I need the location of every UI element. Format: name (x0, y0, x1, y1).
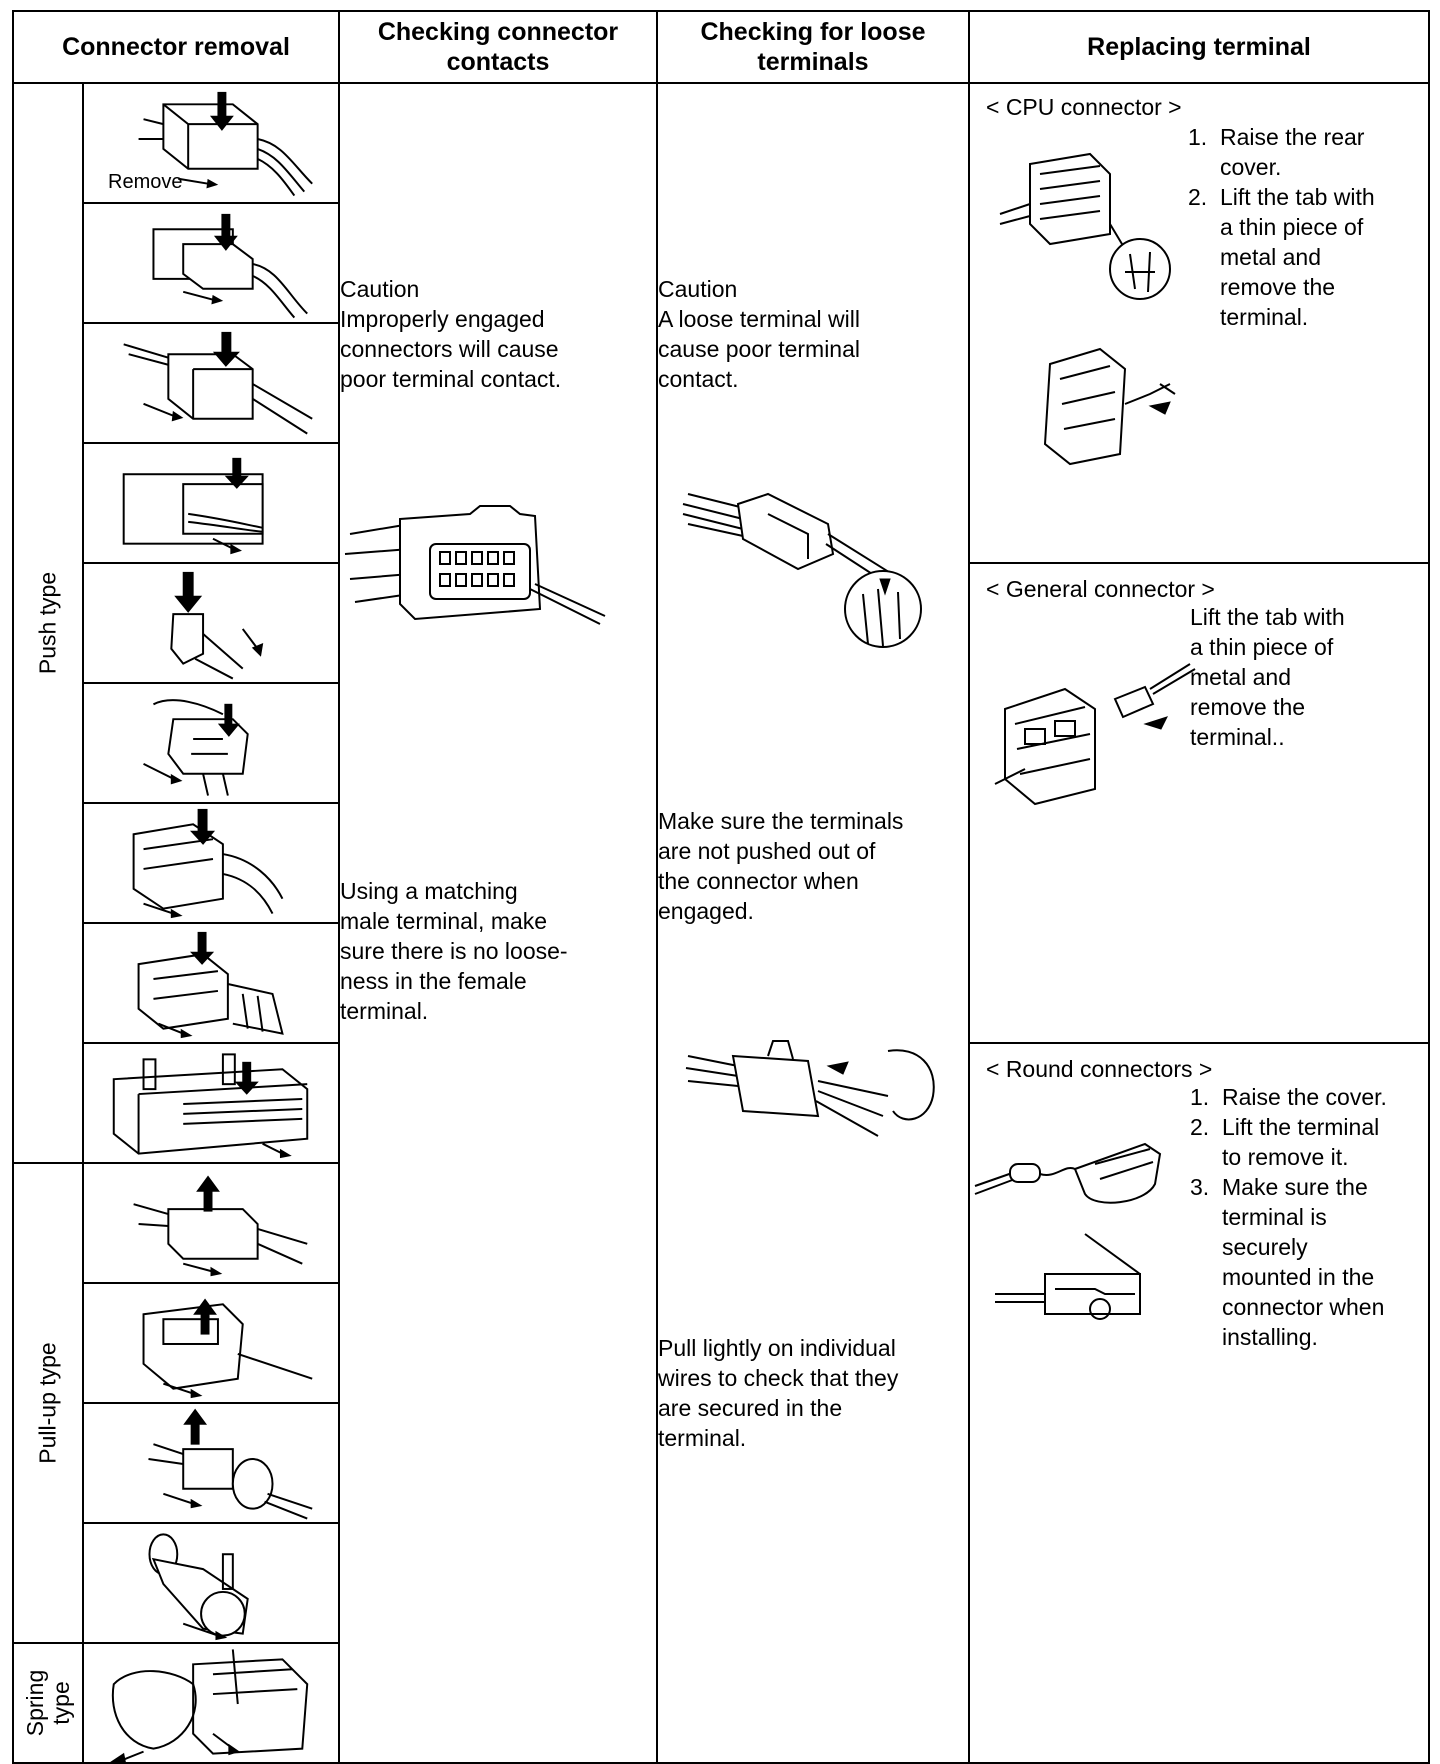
round-connector-steps (1190, 1082, 1428, 1352)
header-row (13, 11, 1429, 83)
removal-illustration-6 (83, 683, 339, 803)
removal-illustration-1 (83, 83, 339, 203)
loose-terminal-illustration (658, 474, 948, 654)
spring-connector-illustration (84, 1644, 338, 1762)
push-connector-illustration-2 (84, 204, 338, 322)
pull-up-type-label: Pull-up type (13, 1163, 83, 1643)
pullup-connector-illustration-2 (84, 1284, 338, 1402)
contacts-caution-text: Caution Improperly engaged connectors will cause poor terminal contact. (340, 276, 562, 392)
removal-illustration-2 (83, 203, 339, 323)
round-step-2: 2. Lift the terminal to remove it. (1190, 1114, 1380, 1170)
cpu-connector-steps (1188, 122, 1420, 332)
round-connector-section (969, 1043, 1429, 1763)
header-checking-contacts: Checking connector contacts (339, 11, 657, 83)
push-connector-illustration-3 (84, 324, 338, 442)
removal-illustration-11 (83, 1283, 339, 1403)
round-step-3: 3. Make sure the terminal is securely mounted in the connector when installing. (1190, 1174, 1385, 1350)
general-connector-text: Lift the tab with a thin piece of metal and remove the terminal.. (1190, 604, 1345, 750)
removal-illustration-12 (83, 1403, 339, 1523)
loose-column (657, 83, 969, 1763)
connector-service-table (12, 10, 1430, 1764)
push-connector-illustration-6 (84, 684, 338, 802)
cpu-step-2: 2. Lift the tab with a thin piece of metal and remove the terminal. (1188, 184, 1375, 330)
loose-instruction-1: Make sure the terminals are not pushed out of the connector when engaged. (658, 808, 904, 924)
loose-instruction-2: Pull lightly on individual wires to check that they are secured in the terminal. (658, 1335, 899, 1451)
contacts-column (339, 83, 657, 1763)
push-connector-illustration-9 (84, 1044, 338, 1162)
removal-illustration-8 (83, 923, 339, 1043)
cpu-connector-section (969, 83, 1429, 563)
push-connector-illustration-7 (84, 804, 338, 922)
round-connector-illustration (975, 1124, 1185, 1334)
push-connector-illustration-5 (84, 564, 338, 682)
cpu-connector-illustration (1000, 144, 1180, 484)
removal-illustration-7 (83, 803, 339, 923)
push-connector-illustration-8 (84, 924, 338, 1042)
header-connector-removal: Connector removal (13, 11, 339, 83)
spring-type-label: Spring type (13, 1643, 83, 1763)
connector-contacts-illustration (340, 494, 620, 644)
pullup-connector-illustration-3 (84, 1404, 338, 1522)
round-connector-title: < Round connectors > (986, 1056, 1213, 1082)
round-step-1: 1. Raise the cover. (1190, 1084, 1387, 1110)
general-connector-title: < General connector > (986, 576, 1215, 602)
push-type-label: Push type (13, 83, 83, 1163)
push-connector-illustration-4 (84, 444, 338, 562)
general-connector-section (969, 563, 1429, 1043)
general-connector-illustration (995, 649, 1205, 809)
loose-caution-text: Caution A loose terminal will cause poor terminal contact. (658, 276, 860, 392)
header-checking-loose: Checking for loose terminals (657, 11, 969, 83)
removal-illustration-5 (83, 563, 339, 683)
removal-illustration-4 (83, 443, 339, 563)
engaged-connector-illustration (658, 1026, 948, 1156)
header-replacing: Replacing terminal (969, 11, 1429, 83)
removal-illustration-10 (83, 1163, 339, 1283)
pullup-connector-illustration-1 (84, 1164, 338, 1282)
remove-caption: Remove (108, 171, 183, 193)
pullup-connector-illustration-4 (84, 1524, 338, 1642)
removal-illustration-3 (83, 323, 339, 443)
cpu-step-1: 1. Raise the rear cover. (1188, 124, 1365, 180)
removal-illustration-9 (83, 1043, 339, 1163)
contacts-instruction-text: Using a matching male terminal, make sure there is no loose- ness in the female terminal. (340, 878, 568, 1024)
removal-illustration-13 (83, 1523, 339, 1643)
connector-service-table-page (12, 10, 1428, 1748)
removal-illustration-14 (83, 1643, 339, 1763)
cpu-connector-title: < CPU connector > (986, 94, 1182, 120)
